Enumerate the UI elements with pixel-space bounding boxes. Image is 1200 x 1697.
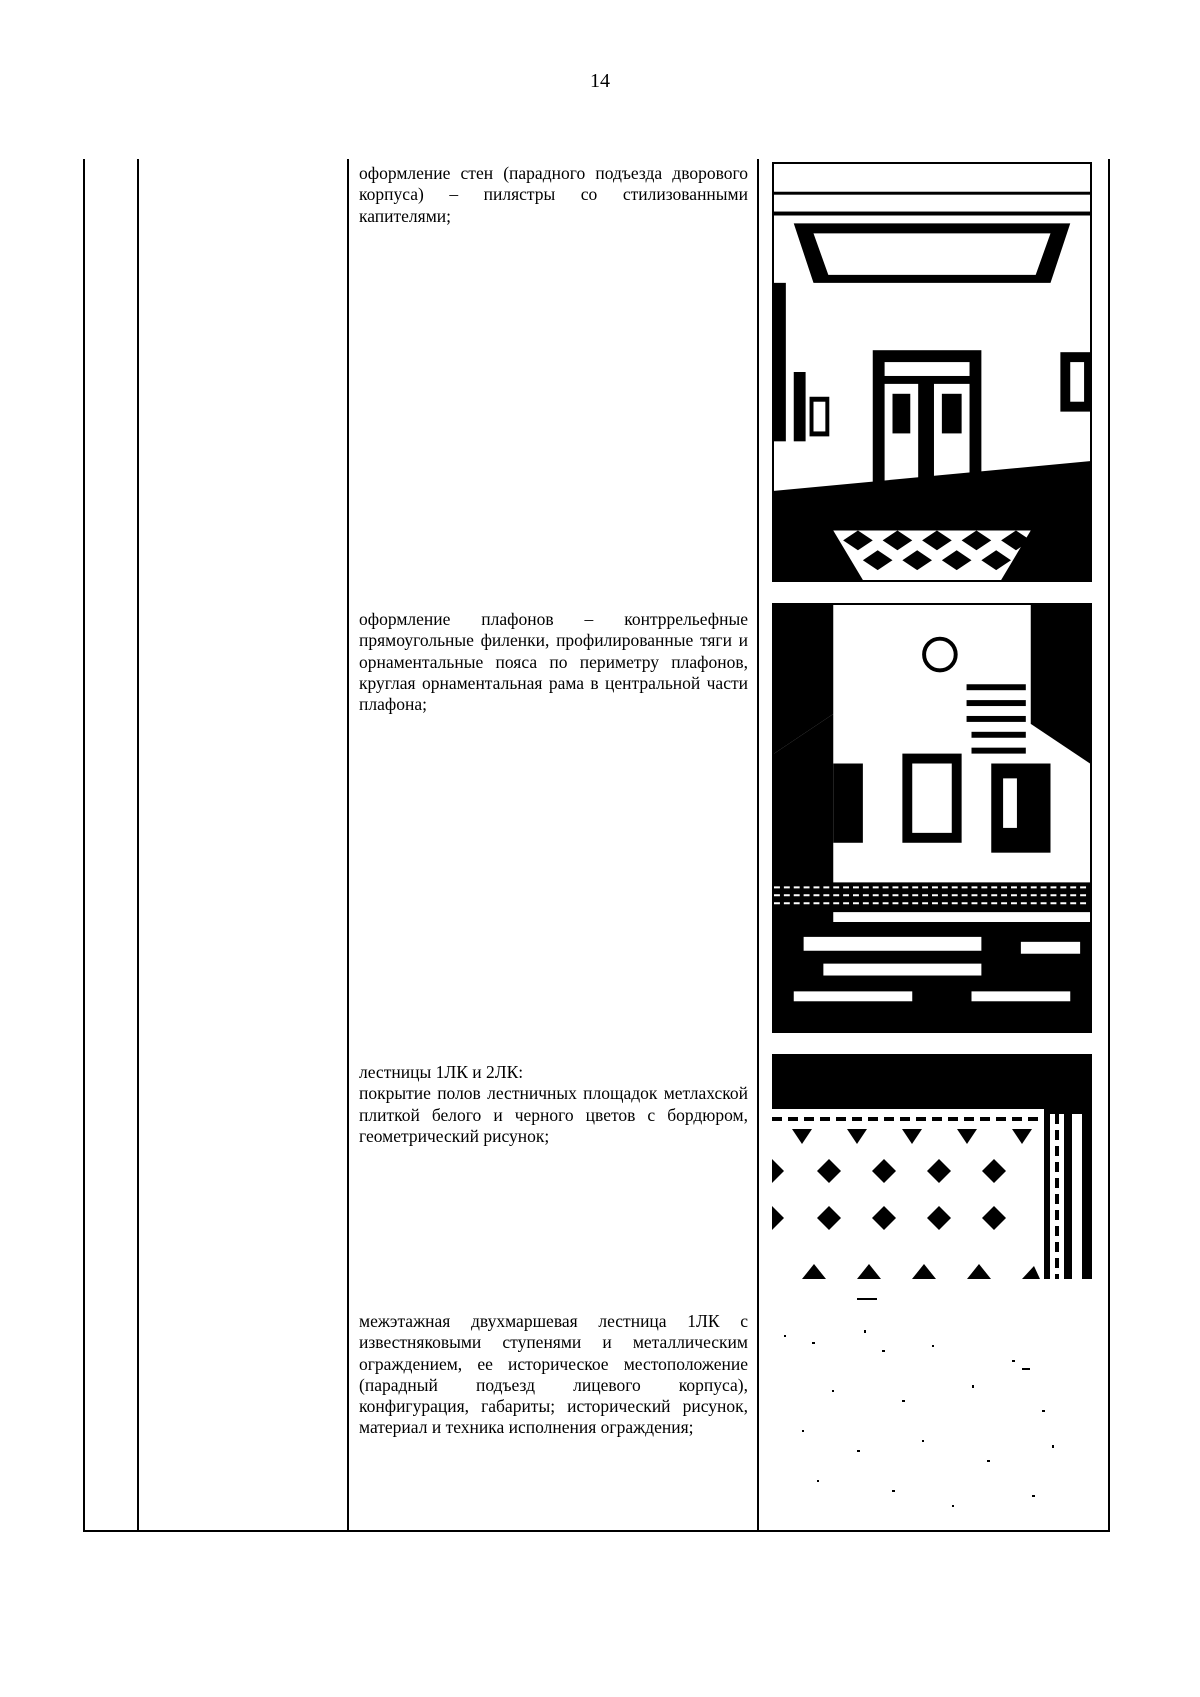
row-4-description: межэтажная двухмаршевая лестница 1ЛК с известняковыми ступенями и металлическим ограждением, ее историческое местоположение (парадный подъезд лицевого корпуса), конфигурация, габариты; исторический рисунок, материал и техника исполнения ограждения; bbox=[359, 1311, 748, 1438]
photo-tile-floor bbox=[772, 1054, 1092, 1279]
table-column-divider bbox=[347, 159, 349, 1532]
row-2-description: оформление плафонов – контррельефные прямоугольные филенки, профилированные тяги и орнаментальные пояса по периметру плафонов, круглая орнаментальная рама в центральной части плафона; bbox=[359, 609, 748, 715]
photo-staircase-faded bbox=[772, 1290, 1092, 1520]
row-1-description: оформление стен (парадного подъезда дворового корпуса) – пилястры со стилизованными капителями; bbox=[359, 163, 748, 226]
row-3-description: лестницы 1ЛК и 2ЛК: покрытие полов лестничных площадок метлахской плиткой белого и черного цветов с бордюром, геометрический рисунок; bbox=[359, 1062, 748, 1146]
photo-ceiling-corridor bbox=[772, 603, 1092, 1033]
table-column-divider bbox=[757, 159, 759, 1532]
photo-entrance-door-hall bbox=[772, 162, 1092, 582]
table-column-divider bbox=[137, 159, 139, 1532]
page-number: 14 bbox=[590, 70, 610, 92]
